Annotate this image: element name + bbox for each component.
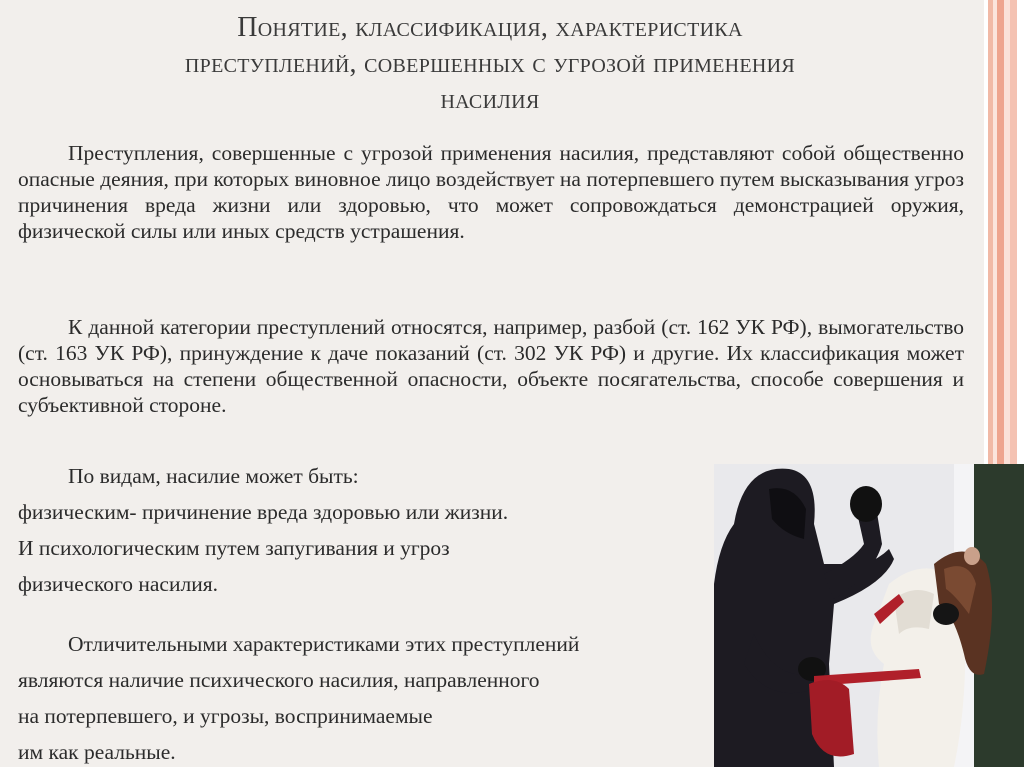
paragraph-definition bbox=[18, 140, 964, 244]
violence-types-block bbox=[18, 458, 508, 602]
violence-type-psychological-cont: физического насилия. bbox=[18, 572, 218, 596]
characteristics-line-3: на потерпевшего, и угрозы, воспринимаемые bbox=[18, 704, 433, 728]
attack-illustration-photo bbox=[714, 464, 1024, 767]
title-line-1: Понятие, классификация, характеристика bbox=[237, 12, 743, 43]
slide-title bbox=[50, 10, 930, 118]
title-line-2: преступлений, совершенных с угрозой применения bbox=[184, 48, 796, 79]
violence-type-physical: физическим- причинение вреда здоровью или жизни. bbox=[18, 500, 509, 524]
paragraph-definition-text: Преступления, совершенные с угрозой применения насилия, представляют собой общественно опасные деяния, при которых виновное лицо воздействует на потерпевшего путем высказывания угроз причинения вреда жизни или здоровью, что может сопровождаться демонстрацией оружия, физической силы или иных средств устрашения. bbox=[18, 141, 964, 243]
characteristics-line-2: являются наличие психического насилия, направленного bbox=[18, 668, 540, 692]
title-line-3: насилия bbox=[440, 84, 540, 115]
characteristics-block bbox=[18, 626, 579, 770]
characteristics-line-4: им как реальные. bbox=[18, 740, 176, 764]
paragraph-categories bbox=[18, 314, 964, 418]
violence-types-intro: По видам, насилие может быть: bbox=[68, 464, 359, 488]
attack-illustration bbox=[714, 464, 1024, 767]
paragraph-categories-text: К данной категории преступлений относятся, например, разбой (ст. 162 УК РФ), вымогательство (ст. 163 УК РФ), принуждение к даче показаний (ст. 302 УК РФ) и другие. Их классификация может основываться на степени общественной опасности, объекте посягательства, способе совершения и субъективной стороне. bbox=[18, 315, 964, 417]
characteristics-line-1: Отличительными характеристиками этих преступлений bbox=[68, 632, 580, 656]
violence-type-psychological: И психологическим путем запугивания и угроз bbox=[18, 536, 450, 560]
